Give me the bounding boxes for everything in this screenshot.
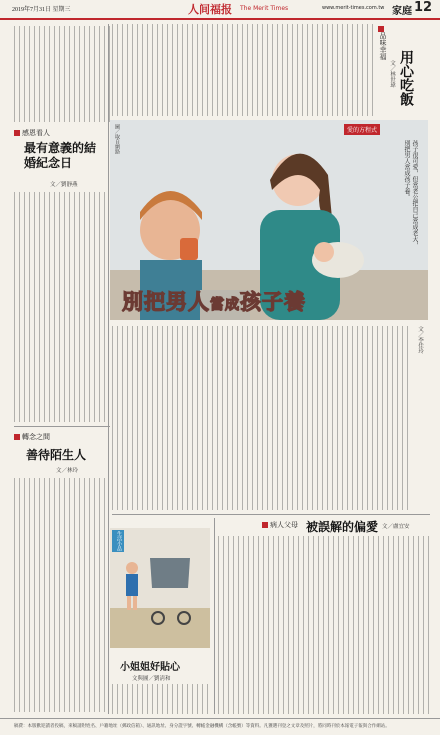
article-byline: 文／林玲: [56, 468, 79, 474]
article-byline: 文／林世瑋: [389, 60, 395, 88]
newspaper-logo: 人间福报: [188, 3, 232, 16]
article-byline: 文／劉靜燕: [50, 182, 78, 188]
column-divider: [108, 24, 109, 714]
photo-credit: 圖／取自網路: [114, 124, 120, 154]
divider: [112, 514, 430, 515]
divider: [14, 426, 110, 427]
article-byline: 文／李佳玲: [417, 326, 423, 354]
article-tag: 轉念之間: [14, 432, 50, 442]
page-header: [0, 0, 440, 20]
section-name: 家庭: [392, 6, 412, 17]
column-divider: [214, 518, 215, 714]
article-tag: 感恩看人: [14, 128, 50, 138]
article-title: 最有意義的結婚紀念日: [24, 141, 97, 170]
article-title: 善待陌生人: [26, 448, 87, 462]
article-body: [218, 536, 430, 714]
article-body: [14, 478, 106, 712]
article-body: [112, 24, 374, 116]
headline-part-mid: 當成: [210, 297, 240, 313]
article-body: [14, 192, 106, 422]
child-stroller-illustration: [110, 528, 210, 648]
photo-label: 生活小品: [112, 530, 124, 552]
article-byline: 文與圖／劉淸和: [132, 676, 171, 682]
article-tag: 病人父母: [262, 520, 298, 530]
article-body: [112, 326, 412, 510]
main-headline: [122, 286, 306, 316]
photo-caption: 孩子很可愛，但當老公把自己當成老大，別把男人當成孩子養。: [403, 140, 418, 248]
article-byline: 文／盧宜安: [382, 524, 410, 530]
newspaper-logo-en: The Merit Times: [240, 5, 289, 12]
article-tag: 品味幸福: [378, 26, 388, 60]
child-stroller-photo: [110, 528, 210, 648]
column-text-block: [14, 26, 112, 122]
headline-part-b: 孩子養: [240, 289, 306, 314]
article-title: 用心吃飯: [398, 50, 414, 106]
page-footer: 稿費：本版歡迎讀者投稿，來稿請附姓名、戶籍地址（郵政信箱）、通訊地址、身分證字號、轉帳金融機構（含帳號）等資料。凡獲選刊登之文章及照片，將同時刊於本報電子報與合作網站。: [0, 718, 440, 735]
page-number: 12: [414, 0, 433, 15]
website-url: www.merit-times.com.tw: [322, 5, 385, 11]
issue-date: 2019年7月31日 星期三: [12, 7, 71, 13]
photo-caption-label: 愛的方程式: [344, 124, 380, 135]
article-title: 被誤解的偏愛: [306, 520, 379, 534]
article-title: 小姐姐好貼心: [120, 662, 180, 673]
article-body: [112, 684, 210, 714]
headline-part-a: 別把男人: [122, 289, 210, 314]
